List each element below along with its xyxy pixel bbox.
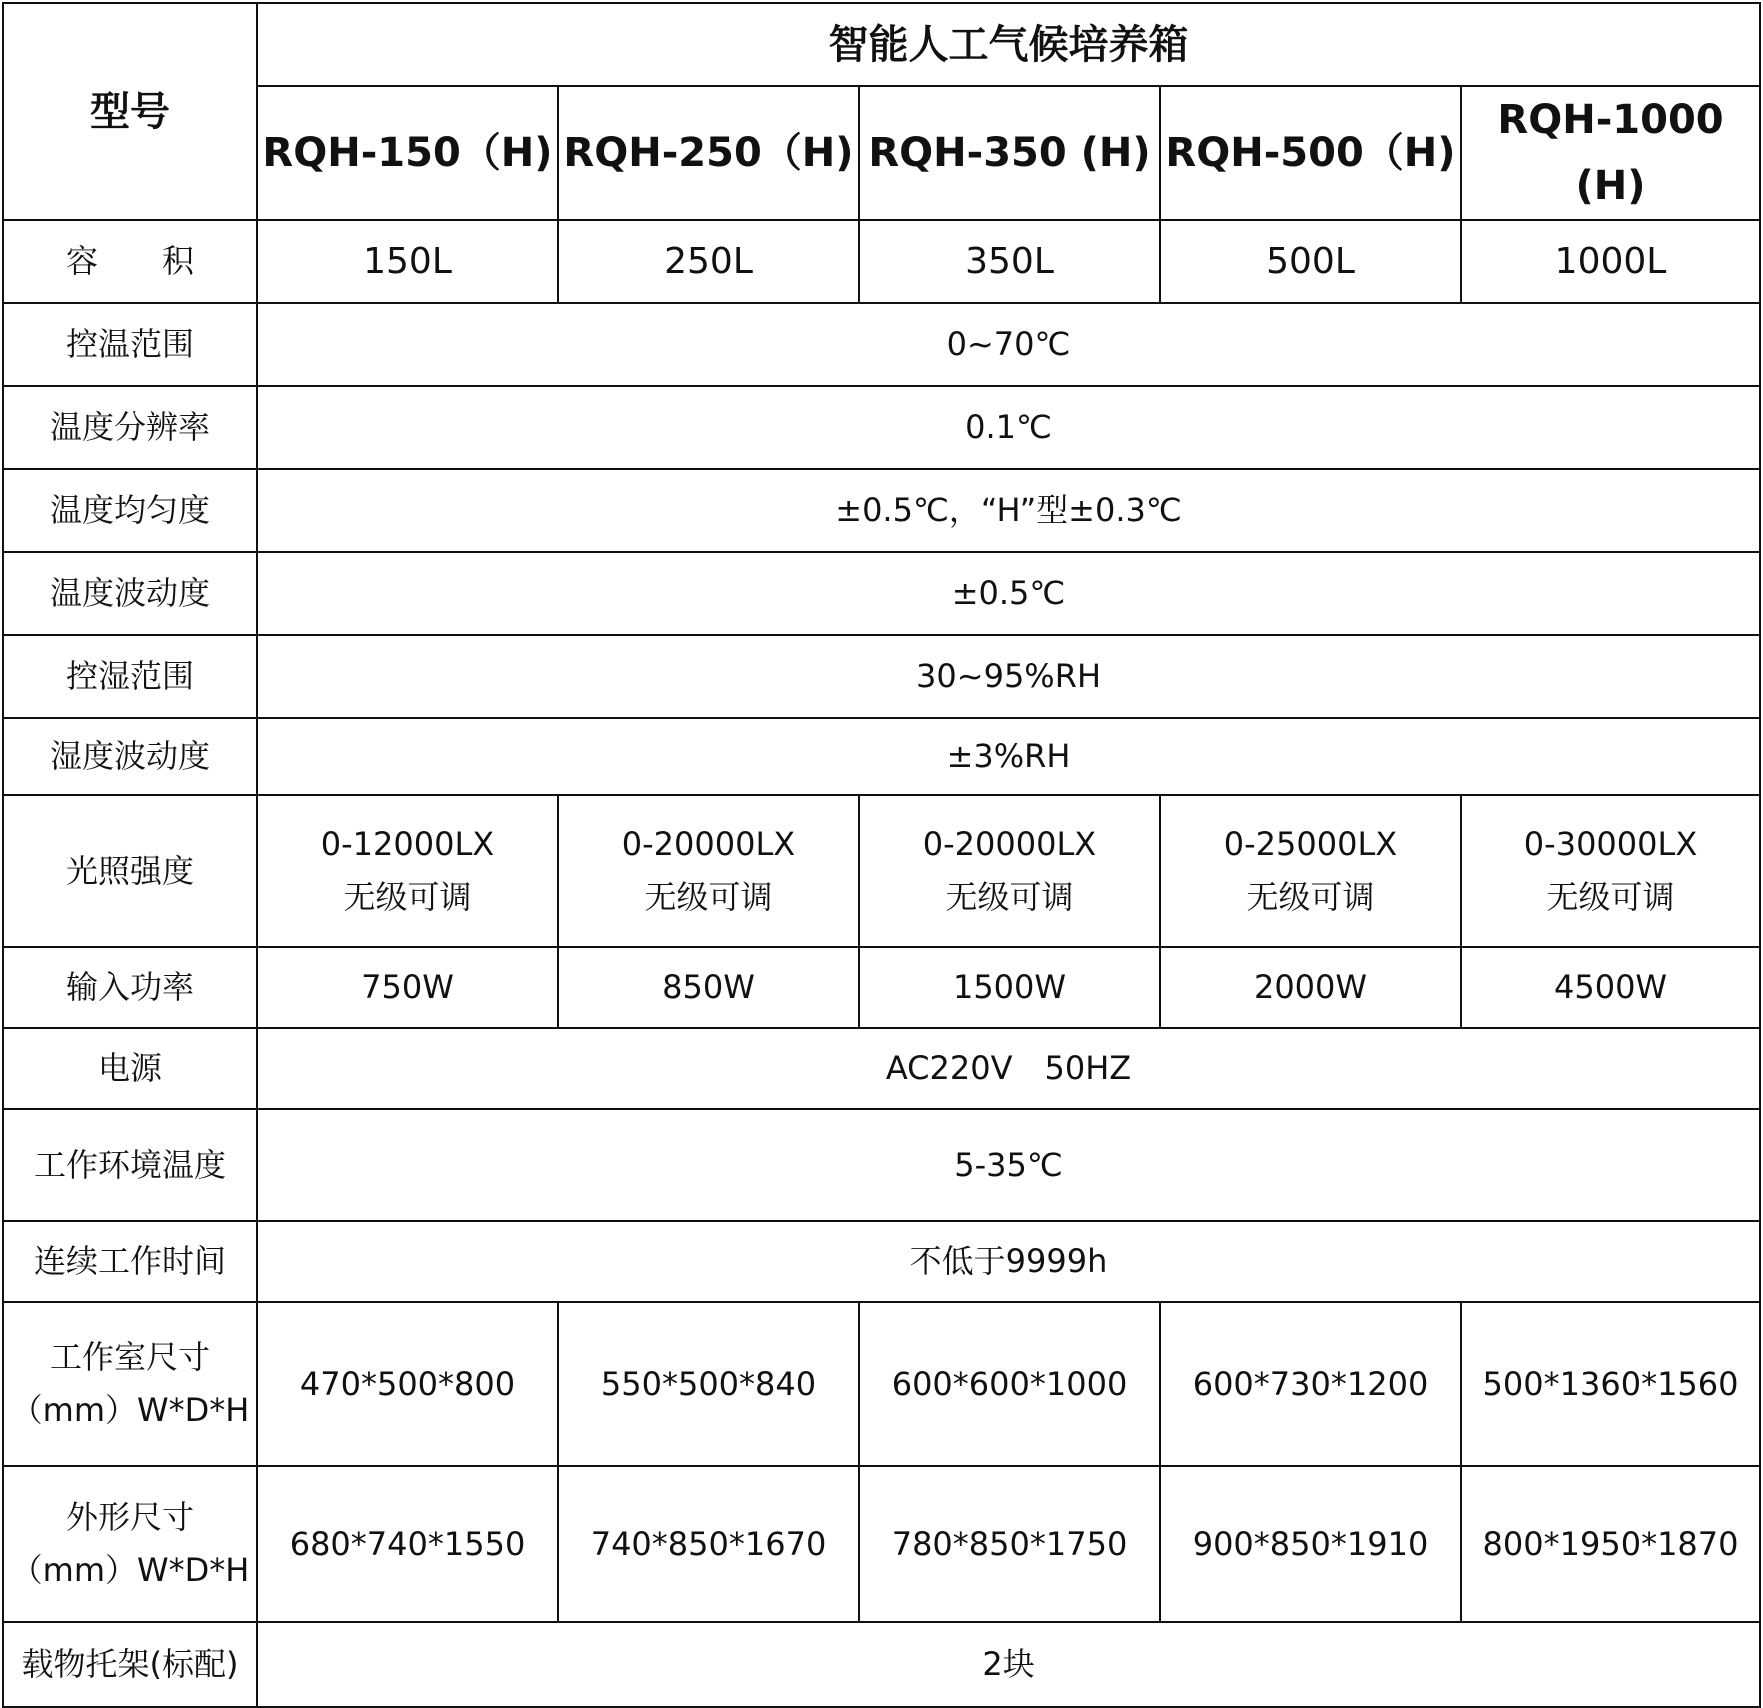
outer-size-value: 680*740*1550 <box>257 1466 558 1622</box>
temp-fluctuation-label: 温度波动度 <box>3 552 257 635</box>
illumination-note: 无级可调 <box>1546 878 1675 916</box>
temp-uniformity-label: 温度均匀度 <box>3 469 257 552</box>
humidity-range-row <box>3 635 1760 718</box>
power-supply-label: 电源 <box>3 1028 257 1109</box>
illumination-value: 0-12000LX <box>320 825 495 864</box>
title-row <box>3 3 1760 86</box>
outer-size-value: 740*850*1670 <box>558 1466 859 1622</box>
capacity-value: 1000L <box>1461 220 1760 303</box>
outer-size-label-line1: 外形尺寸 <box>65 1498 194 1537</box>
input-power-value: 2000W <box>1160 947 1461 1028</box>
power-supply-value: AC220V 50HZ <box>257 1028 1760 1109</box>
input-power-value: 750W <box>257 947 558 1028</box>
chamber-size-label-line1: 工作室尺寸 <box>49 1338 210 1377</box>
capacity-value: 350L <box>859 220 1160 303</box>
shelf-value: 2块 <box>257 1622 1760 1707</box>
model-name: RQH-150（H) <box>257 86 558 220</box>
outer-size-value: 800*1950*1870 <box>1461 1466 1760 1622</box>
illumination-label: 光照强度 <box>3 795 257 947</box>
humidity-fluctuation-value: ±3%RH <box>257 718 1760 795</box>
continuous-time-label: 连续工作时间 <box>3 1221 257 1302</box>
ambient-temp-value: 5-35℃ <box>257 1109 1760 1221</box>
model-name: RQH-350 (H) <box>859 86 1160 220</box>
capacity-value: 500L <box>1160 220 1461 303</box>
temp-range-label: 控温范围 <box>3 303 257 386</box>
temp-fluctuation-value: ±0.5℃ <box>257 552 1760 635</box>
temp-resolution-value: 0.1℃ <box>257 386 1760 469</box>
illumination-cell <box>1461 795 1760 947</box>
illumination-cell <box>558 795 859 947</box>
chamber-size-value: 600*600*1000 <box>859 1302 1160 1466</box>
temp-resolution-row <box>3 386 1760 469</box>
temp-range-value: 0~70℃ <box>257 303 1760 386</box>
illumination-row <box>3 795 1760 947</box>
illumination-note: 无级可调 <box>945 878 1074 916</box>
outer-size-row <box>3 1466 1760 1622</box>
capacity-label: 容 积 <box>3 220 257 303</box>
temp-uniformity-row <box>3 469 1760 552</box>
chamber-size-row <box>3 1302 1760 1466</box>
outer-size-value: 780*850*1750 <box>859 1466 1160 1622</box>
illumination-value: 0-25000LX <box>1223 825 1398 864</box>
chamber-size-label <box>3 1302 257 1466</box>
illumination-value: 0-20000LX <box>621 825 796 864</box>
humidity-fluctuation-label: 湿度波动度 <box>3 718 257 795</box>
model-label: 型号 <box>3 3 257 220</box>
illumination-value: 0-20000LX <box>922 825 1097 864</box>
chamber-size-value: 600*730*1200 <box>1160 1302 1461 1466</box>
temp-resolution-label: 温度分辨率 <box>3 386 257 469</box>
capacity-row <box>3 220 1760 303</box>
outer-size-label <box>3 1466 257 1622</box>
illumination-note: 无级可调 <box>644 878 773 916</box>
capacity-value: 250L <box>558 220 859 303</box>
model-name: RQH-1000 (H) <box>1461 86 1760 220</box>
illumination-note: 无级可调 <box>343 878 472 916</box>
outer-size-value: 900*850*1910 <box>1160 1466 1461 1622</box>
chamber-size-label-line2: （mm）W*D*H <box>10 1391 250 1429</box>
humidity-range-label: 控湿范围 <box>3 635 257 718</box>
temp-range-row <box>3 303 1760 386</box>
illumination-note: 无级可调 <box>1246 878 1375 916</box>
input-power-value: 4500W <box>1461 947 1760 1028</box>
shelf-row <box>3 1622 1760 1707</box>
chamber-size-value: 550*500*840 <box>558 1302 859 1466</box>
ambient-temp-row <box>3 1109 1760 1221</box>
illumination-value: 0-30000LX <box>1523 825 1698 864</box>
spec-table <box>2 2 1761 1708</box>
model-name: RQH-250（H) <box>558 86 859 220</box>
table-title: 智能人工气候培养箱 <box>257 3 1760 86</box>
shelf-label: 载物托架(标配) <box>3 1622 257 1707</box>
illumination-cell <box>859 795 1160 947</box>
model-row <box>3 86 1760 220</box>
ambient-temp-label: 工作环境温度 <box>3 1109 257 1221</box>
chamber-size-value: 470*500*800 <box>257 1302 558 1466</box>
input-power-row <box>3 947 1760 1028</box>
outer-size-label-line2: （mm）W*D*H <box>10 1551 250 1589</box>
capacity-value: 150L <box>257 220 558 303</box>
input-power-value: 850W <box>558 947 859 1028</box>
model-name: RQH-500（H) <box>1160 86 1461 220</box>
power-supply-row <box>3 1028 1760 1109</box>
humidity-range-value: 30~95%RH <box>257 635 1760 718</box>
temp-uniformity-value: ±0.5℃，“H”型±0.3℃ <box>257 469 1760 552</box>
temp-fluctuation-row <box>3 552 1760 635</box>
illumination-cell <box>1160 795 1461 947</box>
input-power-value: 1500W <box>859 947 1160 1028</box>
illumination-cell <box>257 795 558 947</box>
input-power-label: 输入功率 <box>3 947 257 1028</box>
continuous-time-value: 不低于9999h <box>257 1221 1760 1302</box>
continuous-time-row <box>3 1221 1760 1302</box>
chamber-size-value: 500*1360*1560 <box>1461 1302 1760 1466</box>
humidity-fluctuation-row <box>3 718 1760 795</box>
